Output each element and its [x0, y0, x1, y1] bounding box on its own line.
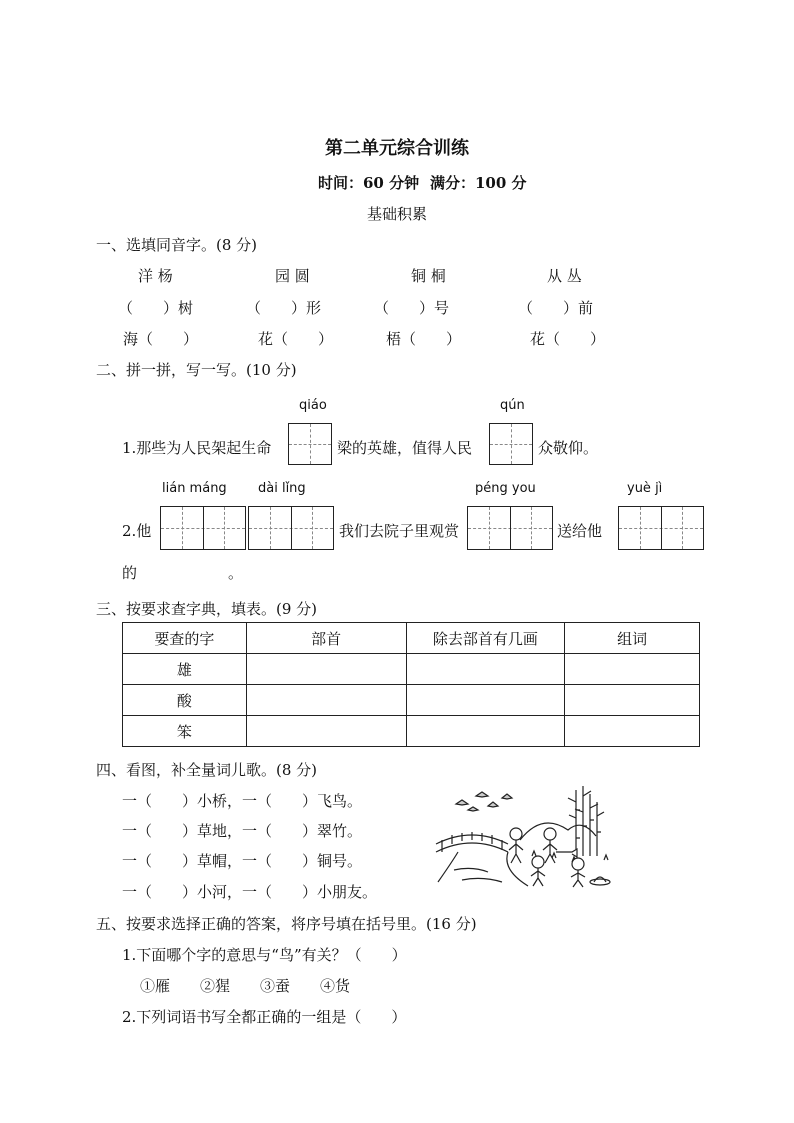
q4-heading: 四、看图，补全量词儿歌。(8 分) [96, 761, 318, 779]
writing-box-pengyou[interactable] [467, 506, 553, 550]
table-header-row [123, 623, 700, 654]
q1-blank-2a[interactable]: （ ）形 [246, 299, 322, 317]
q2-s2-part1: 2.他 [122, 522, 152, 540]
pinyin-dailing: dài lǐng [258, 481, 306, 496]
q5-heading: 五、按要求选择正确的答案，将序号填在括号里。(16 分) [96, 915, 477, 933]
q4-line-2[interactable]: 一（ ）草地，一（ ）翠竹。 [122, 822, 363, 840]
q1-pair-4: 从 丛 [547, 267, 582, 285]
dictionary-table [122, 622, 700, 747]
q1-blank-1a[interactable]: （ ）树 [118, 299, 194, 317]
q1-pair-1: 洋 杨 [138, 267, 173, 285]
time-limit: 时间：60 分钟 [318, 174, 420, 192]
q2-heading: 二、拼一拼，写一写。(10 分) [96, 361, 297, 379]
char-cell: 酸 [123, 685, 247, 716]
q5-q1[interactable]: 1.下面哪个字的意思与“鸟”有关？（ ） [122, 946, 407, 964]
answer-cell[interactable] [246, 685, 406, 716]
table-row [123, 685, 700, 716]
q2-s1-part1: 1.那些为人民架起生命 [122, 439, 272, 457]
answer-cell[interactable] [406, 716, 565, 747]
q2-s2-part2: 我们去院子里观赏 [339, 522, 460, 540]
q4-line-1[interactable]: 一（ ）小桥，一（ ）飞鸟。 [122, 792, 363, 810]
q4-line-4[interactable]: 一（ ）小河，一（ ）小朋友。 [122, 883, 378, 901]
writing-box-yueji[interactable] [618, 506, 704, 550]
pinyin-lianmang: lián máng [162, 481, 227, 496]
q5-q2[interactable]: 2.下列词语书写全都正确的一组是（ ） [122, 1008, 407, 1026]
char-cell: 笨 [123, 716, 247, 747]
answer-cell[interactable] [565, 685, 700, 716]
answer-cell[interactable] [246, 716, 406, 747]
table-row [123, 654, 700, 685]
q1-heading: 一、选填同音字。(8 分) [96, 236, 258, 254]
page-title: 第二单元综合训练 [325, 138, 469, 159]
q2-s2-part3: 送给他 [557, 522, 603, 540]
q5-q1-options[interactable]: ①雁 ②猩 ③蚕 ④货 [140, 977, 351, 995]
q3-heading: 三、按要求查字典，填表。(9 分) [96, 600, 318, 618]
q2-s2-part4: 的 [122, 564, 138, 582]
writing-box-qiao[interactable] [288, 423, 332, 465]
q2-s1-part3: 众敬仰。 [538, 439, 599, 457]
table-row [123, 716, 700, 747]
answer-cell[interactable] [406, 685, 565, 716]
char-cell: 雄 [123, 654, 247, 685]
col-header: 部首 [246, 623, 406, 654]
writing-box-lianmang[interactable] [160, 506, 246, 550]
col-header: 要查的字 [123, 623, 247, 654]
answer-cell[interactable] [565, 654, 700, 685]
q1-blank-3a[interactable]: （ ）号 [374, 299, 450, 317]
pinyin-qun: qún [500, 398, 525, 413]
q4-line-3[interactable]: 一（ ）草帽，一（ ）铜号。 [122, 852, 363, 870]
pinyin-qiao: qiáo [299, 398, 327, 413]
pinyin-yueji: yuè jì [627, 481, 663, 496]
q2-s2-part5: 。 [228, 564, 244, 582]
q1-blank-4a[interactable]: （ ）前 [518, 299, 594, 317]
q1-blank-4b[interactable]: 花（ ） [530, 330, 606, 348]
writing-box-dailing[interactable] [248, 506, 334, 550]
writing-box-qun[interactable] [489, 423, 533, 465]
pinyin-pengyou: péng you [475, 481, 536, 496]
answer-cell[interactable] [406, 654, 565, 685]
q1-pair-3: 铜 桐 [411, 267, 446, 285]
answer-cell[interactable] [565, 716, 700, 747]
bridge-children-illustration [432, 782, 616, 888]
q1-pair-2: 园 圆 [275, 267, 310, 285]
col-header: 除去部首有几画 [406, 623, 565, 654]
q1-blank-1b[interactable]: 海（ ） [123, 330, 199, 348]
answer-cell[interactable] [246, 654, 406, 685]
q1-blank-3b[interactable]: 梧（ ） [386, 330, 462, 348]
full-score: 满分：100 分 [430, 174, 527, 192]
col-header: 组词 [565, 623, 700, 654]
q1-blank-2b[interactable]: 花（ ） [258, 330, 334, 348]
q2-s1-part2: 梁的英雄，值得人民 [337, 439, 473, 457]
part-title: 基础积累 [366, 205, 427, 223]
